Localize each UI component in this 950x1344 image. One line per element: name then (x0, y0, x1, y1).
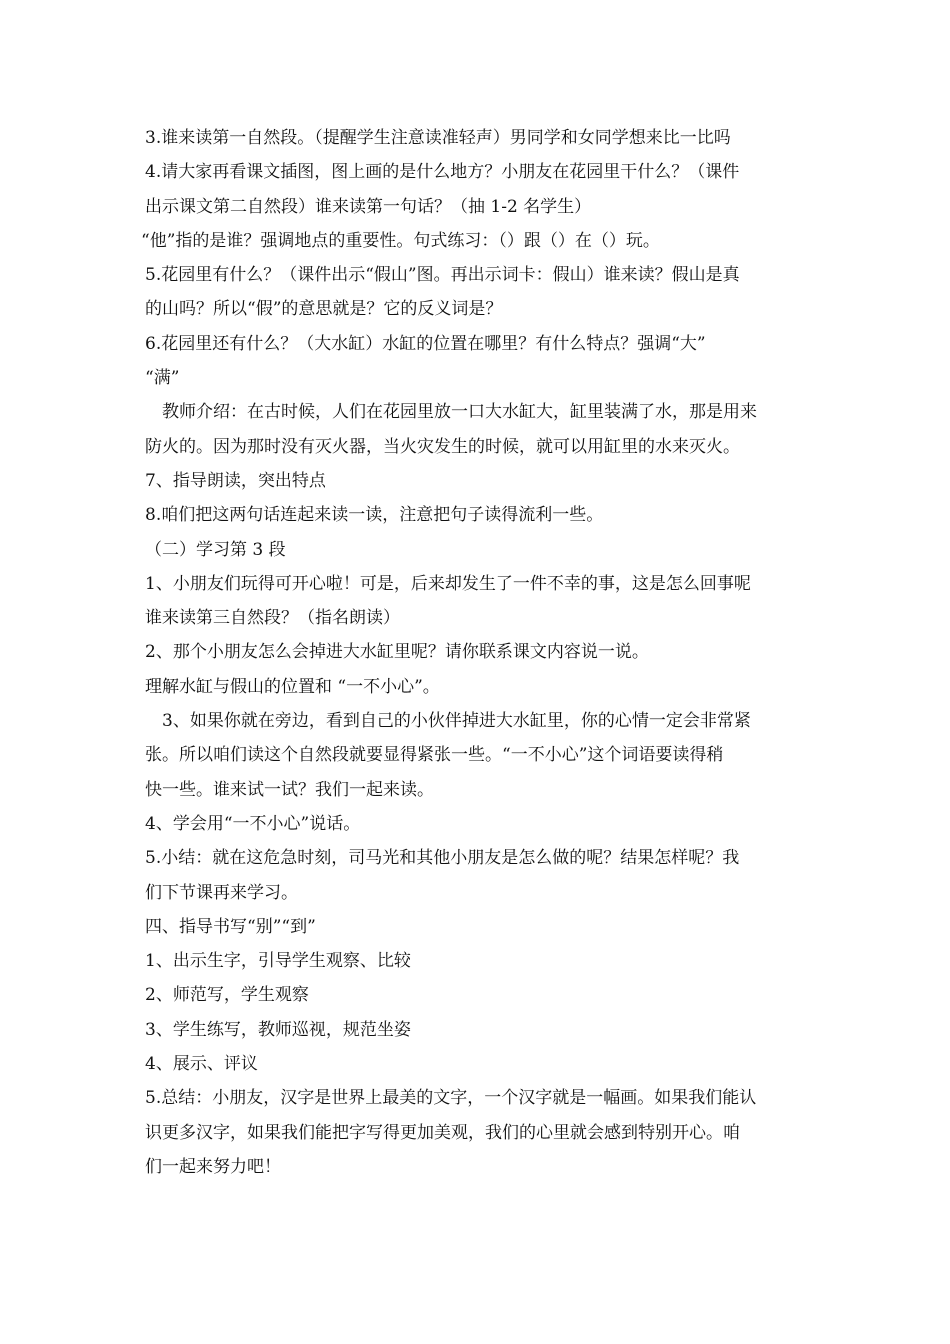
text-line: 4、展示、评议 (145, 1054, 258, 1075)
text-line: 张。所以咱们读这个自然段就要显得紧张一些。“一不小心”这个词语要读得稍 (145, 745, 724, 766)
text-line: 防火的。因为那时没有灭火器，当火灾发生的时候，就可以用缸里的水来灭火。 (145, 436, 740, 457)
text-line: 们下节课再来学习。 (145, 882, 298, 903)
text-line: 8.咱们把这两句话连起来读一读，注意把句子读得流利一些。 (145, 505, 604, 526)
section-heading: 四、指导书写“别”“到” (145, 916, 316, 937)
text-line: 快一些。谁来试一试？我们一起来读。 (145, 779, 434, 800)
text-line: 理解水缸与假山的位置和 “一不小心”。 (145, 676, 440, 697)
text-line: 4、学会用“一不小心”说话。 (145, 813, 361, 834)
text-line: 出示课文第二自然段）谁来读第一句话？（抽 1-2 名学生） (145, 196, 592, 217)
text-line: 3、如果你就在旁边，看到自己的小伙伴掉进大水缸里，你的心情一定会非常紧 (162, 711, 751, 732)
text-line: 2、那个小朋友怎么会掉进大水缸里呢？请你联系课文内容说一说。 (145, 642, 649, 663)
text-line: 5.总结：小朋友，汉字是世界上最美的文字，一个汉字就是一幅画。如果我们能认 (145, 1088, 757, 1109)
text-line: 6.花园里还有什么？（大水缸）水缸的位置在哪里？有什么特点？强调“大” (145, 333, 706, 354)
text-line: “他”指的是谁？强调地点的重要性。句式练习：（）跟（）在（）玩。 (141, 230, 660, 251)
text-line: “满” (145, 368, 180, 389)
text-line: 4.请大家再看课文插图，图上画的是什么地方？小朋友在花园里干什么？（课件 (145, 162, 740, 183)
text-line: 3.谁来读第一自然段。（提醒学生注意读准轻声）男同学和女同学想来比一比吗 (145, 128, 731, 148)
text-line: 5.花园里有什么？（课件出示“假山”图。再出示词卡：假山）谁来读？假山是真 (145, 265, 740, 286)
text-line: 7、指导朗读，突出特点 (145, 470, 326, 491)
text-line: 识更多汉字，如果我们能把字写得更加美观，我们的心里就会感到特别开心。咱 (145, 1122, 740, 1143)
text-line: 教师介绍：在古时候，人们在花园里放一口大水缸大，缸里装满了水，那是用来 (162, 402, 757, 423)
text-line: 1、出示生字，引导学生观察、比较 (145, 951, 411, 972)
document-body (141, 121, 810, 1184)
text-line: 们一起来努力吧！ (145, 1156, 281, 1177)
text-line: 1、小朋友们玩得可开心啦！可是，后来却发生了一件不幸的事，这是怎么回事呢 (145, 573, 751, 594)
text-line: 5.小结：就在这危急时刻，司马光和其他小朋友是怎么做的呢？结果怎样呢？我 (145, 848, 740, 869)
text-line: 的山吗？所以“假”的意思就是？它的反义词是？ (145, 299, 503, 320)
section-heading: （二）学习第 3 段 (145, 539, 286, 560)
text-line: 3、学生练写，教师巡视，规范坐姿 (145, 1019, 411, 1040)
text-line: 2、师范写，学生观察 (145, 985, 309, 1006)
text-line: 谁来读第三自然段？（指名朗读） (145, 608, 400, 629)
